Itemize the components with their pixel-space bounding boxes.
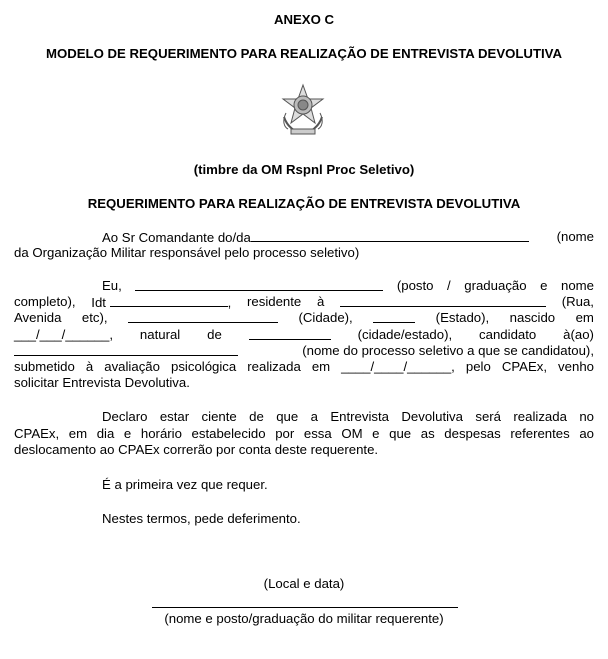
addressee-suffix: (nome [556,229,594,244]
first-request-line: É a primeira vez que requer. [102,477,268,492]
p3-line-3: deslocamento ao CPAEx correrão por conta deste requerente. [14,442,379,457]
word: (Cidade), [298,310,353,325]
word: nome [560,278,594,293]
word: (Rua, [561,294,594,309]
blank-city [128,310,278,323]
word: residente [247,294,302,309]
word: (nome do processo seletivo a que se candidatou), [302,343,594,358]
word: à [316,294,325,309]
blank-process [14,343,238,356]
word: (Estado), [435,310,490,325]
request-title: REQUERIMENTO PARA REALIZAÇÃO DE ENTREVISTA DEVOLUTIVA [87,196,521,211]
addressee-line [102,229,594,246]
word: Idt [91,295,106,310]
p2-line-4 [14,327,594,343]
word: / [447,278,451,293]
word: à(ao) [563,327,594,342]
letterhead-note: (timbre da OM Rspnl Proc Seletivo) [193,162,415,177]
annex-title: ANEXO C [273,12,335,27]
addressee-prefix: Ao Sr Comandante do/da [102,230,251,245]
word: completo), [14,294,76,309]
model-title: MODELO DE REQUERIMENTO PARA REALIZAÇÃO DE ENTREVISTA DEVOLUTIVA [45,46,563,61]
p2-line-3 [14,310,594,326]
p2-line-5 [14,343,594,359]
word: Avenida [14,310,62,325]
word: e [540,278,548,293]
closing-line: Nestes termos, pede deferimento. [102,511,301,526]
blank-birthplace [249,327,331,340]
word: natural [139,327,181,342]
word: , [227,295,232,310]
word: graduação [464,278,527,293]
word: nascido [509,310,556,325]
blank-state [373,310,415,323]
addressee-line-2: da Organização Militar responsável pelo processo seletivo) [14,245,360,260]
p2-line-1 [102,278,594,294]
eu-label: Eu, [102,278,122,293]
word: (posto [396,278,434,293]
blank-address [340,294,546,307]
signature-caption: (nome e posto/graduação do militar requerente) [164,611,444,626]
word: etc), [81,310,108,325]
p3-line-2: CPAEx, em dia e horário estabelecido por essa OM e que as despesas referentes ao [14,426,594,441]
word: (cidade/estado), [357,327,453,342]
blank-idt [110,294,228,307]
p3-line-1: Declaro estar ciente de que a Entrevista Devolutiva será realizada no [102,409,594,424]
signature-line [152,607,458,608]
word: candidato [479,327,537,342]
p2-line-7: solicitar Entrevista Devolutiva. [14,375,190,390]
birth-date-blank: ___/___/______, [14,327,114,342]
word: de [207,327,222,342]
blank-name [135,278,383,291]
p2-line-6: submetido à avaliação psicológica realizada em ____/____/______, pelo CPAEx, venho [14,359,594,374]
blank-field [251,229,529,242]
brasao-da-republica-icon [278,83,328,137]
p2-line-2 [14,294,594,311]
place-date: (Local e data) [263,576,345,591]
word: em [575,310,594,325]
